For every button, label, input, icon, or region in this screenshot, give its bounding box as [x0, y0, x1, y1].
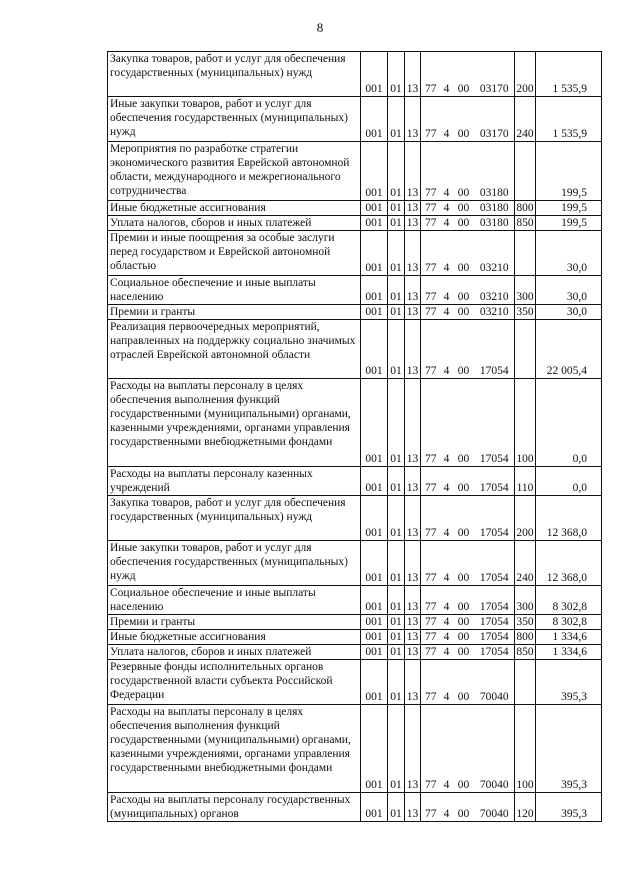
ministry-code: 001 [361, 645, 388, 660]
target-direction-code: 00 [453, 541, 475, 586]
target-article-code: 77 [421, 467, 441, 496]
budget-table-body [108, 52, 602, 822]
subsection-code: 13 [405, 379, 421, 467]
expense-name [108, 305, 361, 320]
target-program-code: 4 [441, 276, 453, 305]
expense-type-code: 350 [516, 306, 534, 318]
target-article-code: 77 [421, 541, 441, 586]
target-direction-code: 00 [453, 615, 475, 630]
subsection-code: 13 [405, 142, 421, 201]
target-direction-code: 00 [453, 645, 475, 660]
expense-name-text: Расходы на выплаты персоналу государственных (муниципальных) органов [110, 794, 351, 820]
target-article-code: 77 [421, 615, 441, 630]
table-row [108, 201, 602, 216]
expense-name [108, 216, 361, 231]
expense-name-text: Закупка товаров, работ и услуг для обеспечения государственных (муниципальных) нужд [110, 497, 346, 523]
target-article-code: 77 [421, 586, 441, 615]
expense-type-code: 300 [515, 586, 536, 615]
ministry-code: 001 [361, 231, 388, 276]
expense-type-code: 200 [515, 52, 536, 97]
expense-type-code [515, 231, 536, 276]
target-item-code: 17054 [475, 379, 515, 467]
target-direction-code: 00 [453, 467, 475, 496]
target-article-code: 77 [421, 305, 441, 320]
table-row [108, 52, 602, 97]
target-item-code: 17054 [475, 586, 515, 615]
target-direction-code: 00 [453, 496, 475, 541]
target-program-code: 4 [441, 231, 453, 276]
expense-type-code: 100 [515, 379, 536, 467]
ministry-code: 001 [361, 52, 388, 97]
section-code: 01 [388, 142, 405, 201]
target-article-code: 77 [421, 630, 441, 645]
expense-name-text: Иные бюджетные ассигнования [110, 202, 266, 214]
table-row [108, 496, 602, 541]
expense-type-code [515, 142, 536, 201]
expense-type-code: 300 [515, 276, 536, 305]
expense-name [108, 793, 361, 822]
target-direction-code: 00 [453, 305, 475, 320]
target-program-code: 4 [441, 97, 453, 142]
subsection-code: 13 [405, 793, 421, 822]
expense-name [108, 586, 361, 615]
subsection-code: 13 [405, 541, 421, 586]
amount: 12 368,0 [536, 541, 602, 586]
expense-name [108, 496, 361, 541]
subsection-code: 13 [405, 97, 421, 142]
expense-type-code: 350 [516, 616, 534, 628]
subsection-code: 13 [405, 586, 421, 615]
section-code: 01 [388, 615, 405, 630]
amount: 1 334,6 [536, 630, 602, 645]
section-code: 01 [388, 645, 405, 660]
expense-name [108, 231, 361, 276]
table-row [108, 231, 602, 276]
expense-name-text: Уплата налогов, сборов и иных платежей [110, 646, 312, 658]
subsection-code: 13 [405, 320, 421, 379]
target-program-code: 4 [441, 216, 453, 231]
expense-type-code: 240 [515, 97, 536, 142]
expense-name-text: Иные бюджетные ассигнования [110, 631, 266, 643]
table-row [108, 586, 602, 615]
subsection-code: 13 [405, 216, 421, 231]
ministry-code: 001 [361, 97, 388, 142]
expense-name-text: Премии и гранты [110, 616, 196, 628]
expense-name-text: Закупка товаров, работ и услуг для обеспечения государственных (муниципальных) нужд [110, 53, 346, 79]
amount: 0,0 [536, 467, 602, 496]
target-article-code: 77 [421, 52, 441, 97]
ministry-code: 001 [361, 496, 388, 541]
expense-name [108, 97, 361, 142]
expense-name [108, 541, 361, 586]
target-direction-code: 00 [453, 379, 475, 467]
ministry-code: 001 [361, 379, 388, 467]
expense-name [108, 467, 361, 496]
table-row [108, 97, 602, 142]
ministry-code: 001 [361, 305, 388, 320]
expense-name-text: Социальное обеспечение и иные выплаты населению [110, 277, 316, 303]
expense-type-code: 100 [515, 705, 536, 793]
subsection-code: 13 [405, 201, 421, 216]
budget-table [107, 51, 602, 822]
amount: 395,3 [536, 705, 602, 793]
subsection-code: 13 [405, 496, 421, 541]
expense-name [108, 276, 361, 305]
expense-type-code: 240 [515, 541, 536, 586]
expense-name [108, 645, 361, 660]
expense-name-text: Мероприятия по разработке стратегии экономического развития Еврейской автономной области, международного и межрегионального сотрудничества [110, 143, 350, 197]
target-item-code: 70040 [475, 705, 515, 793]
ministry-code: 001 [361, 467, 388, 496]
table-row [108, 142, 602, 201]
target-item-code: 17054 [475, 541, 515, 586]
target-article-code: 77 [421, 231, 441, 276]
section-code: 01 [388, 660, 405, 705]
section-code: 01 [388, 467, 405, 496]
expense-type-code: 120 [515, 793, 536, 822]
target-item-code: 03210 [475, 231, 515, 276]
amount: 30,0 [536, 305, 602, 320]
target-program-code: 4 [441, 645, 453, 660]
target-item-code: 03210 [475, 305, 515, 320]
expense-name-text: Иные закупки товаров, работ и услуг для обеспечения государственных (муниципальных) нужд [110, 98, 348, 138]
target-direction-code: 00 [453, 216, 475, 231]
section-code: 01 [388, 201, 405, 216]
target-program-code: 4 [441, 305, 453, 320]
ministry-code: 001 [361, 541, 388, 586]
expense-name [108, 660, 361, 705]
target-program-code: 4 [441, 320, 453, 379]
target-program-code: 4 [441, 615, 453, 630]
ministry-code: 001 [361, 216, 388, 231]
target-program-code: 4 [441, 142, 453, 201]
expense-name [108, 705, 361, 793]
amount: 199,5 [536, 142, 602, 201]
target-direction-code: 00 [453, 630, 475, 645]
target-article-code: 77 [421, 379, 441, 467]
expense-name-text: Уплата налогов, сборов и иных платежей [110, 217, 312, 229]
ministry-code: 001 [361, 630, 388, 645]
ministry-code: 001 [361, 615, 388, 630]
target-program-code: 4 [441, 586, 453, 615]
section-code: 01 [388, 705, 405, 793]
table-row [108, 276, 602, 305]
page-number: 8 [316, 20, 324, 35]
table-row [108, 645, 602, 660]
target-article-code: 77 [421, 97, 441, 142]
target-direction-code: 00 [453, 201, 475, 216]
target-article-code: 77 [421, 645, 441, 660]
table-row [108, 379, 602, 467]
section-code: 01 [388, 379, 405, 467]
target-program-code: 4 [441, 379, 453, 467]
subsection-code: 13 [405, 615, 421, 630]
expense-name-text: Премии и иные поощрения за особые заслуги перед государством и Еврейской автономной областью [110, 232, 335, 272]
subsection-code: 13 [405, 705, 421, 793]
target-article-code: 77 [421, 496, 441, 541]
expense-type-code: 110 [515, 467, 536, 496]
expense-name-text: Реализация первоочередных мероприятий, направленных на поддержку социально значимых отраслей Еврейской автономной области [110, 321, 356, 361]
ministry-code: 001 [361, 320, 388, 379]
table-row [108, 320, 602, 379]
subsection-code: 13 [405, 276, 421, 305]
target-direction-code: 00 [453, 320, 475, 379]
expense-type-code: 800 [516, 631, 534, 643]
target-program-code: 4 [441, 630, 453, 645]
amount: 30,0 [536, 276, 602, 305]
expense-name [108, 52, 361, 97]
target-item-code: 03170 [475, 52, 515, 97]
target-direction-code: 00 [453, 276, 475, 305]
subsection-code: 13 [405, 467, 421, 496]
section-code: 01 [388, 586, 405, 615]
target-program-code: 4 [441, 467, 453, 496]
target-item-code: 17054 [475, 630, 515, 645]
section-code: 01 [388, 52, 405, 97]
section-code: 01 [388, 496, 405, 541]
section-code: 01 [388, 793, 405, 822]
target-direction-code: 00 [453, 586, 475, 615]
ministry-code: 001 [361, 660, 388, 705]
target-direction-code: 00 [453, 660, 475, 705]
target-program-code: 4 [441, 660, 453, 705]
section-code: 01 [388, 231, 405, 276]
amount: 0,0 [536, 379, 602, 467]
table-row [108, 305, 602, 320]
amount: 12 368,0 [536, 496, 602, 541]
target-item-code: 03180 [475, 142, 515, 201]
amount: 22 005,4 [536, 320, 602, 379]
target-article-code: 77 [421, 320, 441, 379]
target-article-code: 77 [421, 705, 441, 793]
ministry-code: 001 [361, 705, 388, 793]
expense-name-text: Расходы на выплаты персоналу казенных учреждений [110, 468, 313, 494]
expense-type-code: 850 [516, 217, 534, 229]
subsection-code: 13 [405, 660, 421, 705]
amount: 30,0 [536, 231, 602, 276]
expense-name-text: Премии и гранты [110, 306, 196, 318]
target-direction-code: 00 [453, 793, 475, 822]
amount: 1 535,9 [536, 97, 602, 142]
target-item-code: 17054 [475, 320, 515, 379]
expense-name-text: Расходы на выплаты персоналу в целях обеспечения выполнения функций государственными (муниципальными) органами, казенными учреждениями, органами управления государственными внебюджетными фондами [110, 706, 351, 774]
expense-name-text: Социальное обеспечение и иные выплаты населению [110, 587, 316, 613]
subsection-code: 13 [405, 231, 421, 276]
table-row [108, 630, 602, 645]
amount: 8 302,8 [536, 615, 602, 630]
target-program-code: 4 [441, 541, 453, 586]
expense-name [108, 379, 361, 467]
target-article-code: 77 [421, 216, 441, 231]
expense-name [108, 201, 361, 216]
target-program-code: 4 [441, 705, 453, 793]
expense-type-code: 200 [515, 496, 536, 541]
amount: 395,3 [536, 793, 602, 822]
target-article-code: 77 [421, 142, 441, 201]
subsection-code: 13 [405, 52, 421, 97]
ministry-code: 001 [361, 201, 388, 216]
target-item-code: 03210 [475, 276, 515, 305]
amount: 1 535,9 [536, 52, 602, 97]
table-row [108, 467, 602, 496]
expense-type-code: 800 [516, 202, 534, 214]
expense-type-code [515, 320, 536, 379]
target-direction-code: 00 [453, 142, 475, 201]
target-article-code: 77 [421, 793, 441, 822]
ministry-code: 001 [361, 586, 388, 615]
expense-name-text: Расходы на выплаты персоналу в целях обеспечения выполнения функций государственными (муниципальными) органами, казенными учреждениями, органами управления государственными внебюджетными фондами [110, 380, 351, 448]
target-item-code: 17054 [475, 645, 515, 660]
subsection-code: 13 [405, 645, 421, 660]
expense-name-text: Иные закупки товаров, работ и услуг для обеспечения государственных (муниципальных) нужд [110, 542, 348, 582]
section-code: 01 [388, 305, 405, 320]
section-code: 01 [388, 97, 405, 142]
target-program-code: 4 [441, 793, 453, 822]
table-row [108, 705, 602, 793]
subsection-code: 13 [405, 630, 421, 645]
expense-name [108, 320, 361, 379]
subsection-code: 13 [405, 305, 421, 320]
table-row [108, 216, 602, 231]
section-code: 01 [388, 320, 405, 379]
table-row [108, 660, 602, 705]
target-article-code: 77 [421, 660, 441, 705]
target-direction-code: 00 [453, 231, 475, 276]
section-code: 01 [388, 276, 405, 305]
target-article-code: 77 [421, 276, 441, 305]
amount: 199,5 [536, 201, 602, 216]
ministry-code: 001 [361, 276, 388, 305]
amount: 199,5 [536, 216, 602, 231]
target-item-code: 03170 [475, 97, 515, 142]
expense-type-code: 850 [516, 646, 534, 658]
section-code: 01 [388, 630, 405, 645]
target-item-code: 17054 [475, 467, 515, 496]
amount: 395,3 [536, 660, 602, 705]
expense-name-text: Резервные фонды исполнительных органов государственной власти субъекта Российской Федерации [110, 661, 333, 701]
expense-name [108, 630, 361, 645]
target-item-code: 70040 [475, 660, 515, 705]
target-direction-code: 00 [453, 52, 475, 97]
target-item-code: 70040 [475, 793, 515, 822]
target-item-code: 17054 [475, 615, 515, 630]
section-code: 01 [388, 216, 405, 231]
target-direction-code: 00 [453, 97, 475, 142]
ministry-code: 001 [361, 142, 388, 201]
amount: 1 334,6 [536, 645, 602, 660]
target-item-code: 03180 [475, 201, 515, 216]
target-program-code: 4 [441, 52, 453, 97]
target-direction-code: 00 [453, 705, 475, 793]
target-item-code: 03180 [475, 216, 515, 231]
table-row [108, 541, 602, 586]
expense-name [108, 615, 361, 630]
table-row [108, 615, 602, 630]
expense-type-code [515, 660, 536, 705]
amount: 8 302,8 [536, 586, 602, 615]
ministry-code: 001 [361, 793, 388, 822]
section-code: 01 [388, 541, 405, 586]
target-article-code: 77 [421, 201, 441, 216]
expense-name [108, 142, 361, 201]
target-item-code: 17054 [475, 496, 515, 541]
target-program-code: 4 [441, 496, 453, 541]
target-program-code: 4 [441, 201, 453, 216]
table-row [108, 793, 602, 822]
